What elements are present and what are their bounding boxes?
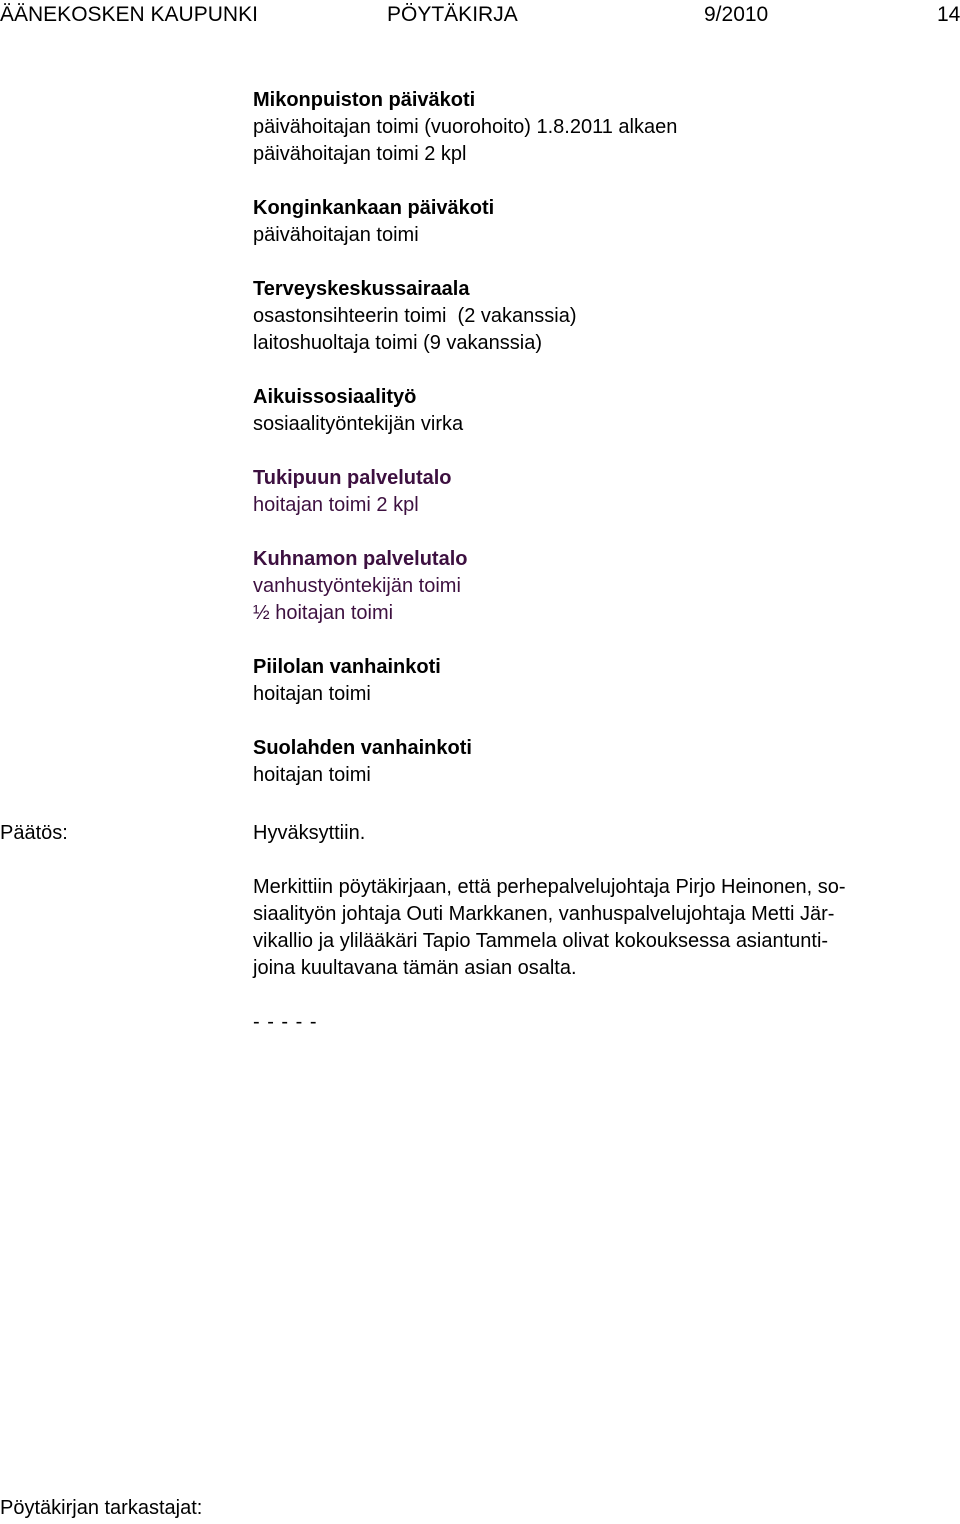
reviewers-label: Pöytäkirjan tarkastajat: [0, 1497, 203, 1519]
positions-list [253, 87, 953, 816]
section-title: Suolahden vanhainkoti [253, 737, 472, 759]
section-title: Piilolan vanhainkoti [253, 656, 441, 678]
section-line: päivähoitajan toimi [253, 224, 419, 246]
section-aikuissosiaalityo [253, 384, 953, 438]
section-suolahti [253, 735, 953, 789]
document-type: PÖYTÄKIRJA [387, 3, 518, 26]
section-line: ½ hoitajan toimi [253, 602, 394, 624]
section-line: päivähoitajan toimi (vuorohoito) 1.8.2011 alkaen [253, 116, 678, 138]
decision-paragraph [253, 874, 953, 982]
page-number: 14 [937, 3, 960, 26]
section-line: hoitajan toimi 2 kpl [253, 494, 419, 516]
decision-block [253, 820, 953, 1036]
section-line: hoitajan toimi [253, 764, 371, 786]
section-line: laitoshuoltaja toimi (9 vakanssia) [253, 332, 543, 354]
section-line: vanhustyöntekijän toimi [253, 575, 461, 597]
section-title: Aikuissosiaalityö [253, 386, 417, 408]
section-tukipuu [253, 465, 953, 519]
section-line: hoitajan toimi [253, 683, 371, 705]
section-line: päivähoitajan toimi 2 kpl [253, 143, 467, 165]
meeting-number: 9/2010 [704, 3, 769, 26]
section-mikonpuisto [253, 87, 953, 168]
section-terveyskeskussairaala [253, 276, 953, 357]
paragraph-line: vikallio ja ylilääkäri Tapio Tammela olivat kokouksessa asiantunti- [253, 930, 829, 952]
section-title: Terveyskeskussairaala [253, 278, 470, 300]
section-title: Kuhnamon palvelutalo [253, 548, 468, 570]
section-line: sosiaalityöntekijän virka [253, 413, 464, 435]
section-title: Konginkankaan päiväkoti [253, 197, 495, 219]
section-line: osastonsihteerin toimi (2 vakanssia) [253, 305, 577, 327]
section-separator: - - - - - [253, 1011, 318, 1033]
section-piilola [253, 654, 953, 708]
section-kuhnamo [253, 546, 953, 627]
paragraph-line: Merkittiin pöytäkirjaan, että perhepalvelujohtaja Pirjo Heinonen, so- [253, 876, 846, 898]
decision-text: Hyväksyttiin. [253, 822, 366, 844]
section-title: Mikonpuiston päiväkoti [253, 89, 476, 111]
decision-label: Päätös: [0, 822, 68, 844]
document-header [0, 2, 960, 30]
organization-name: ÄÄNEKOSKEN KAUPUNKI [0, 3, 258, 26]
paragraph-line: siaalityön johtaja Outi Markkanen, vanhuspalvelujohtaja Metti Jär- [253, 903, 835, 925]
paragraph-line: joina kuultavana tämän asian osalta. [253, 957, 577, 979]
section-konginkangas [253, 195, 953, 249]
section-title: Tukipuun palvelutalo [253, 467, 452, 489]
